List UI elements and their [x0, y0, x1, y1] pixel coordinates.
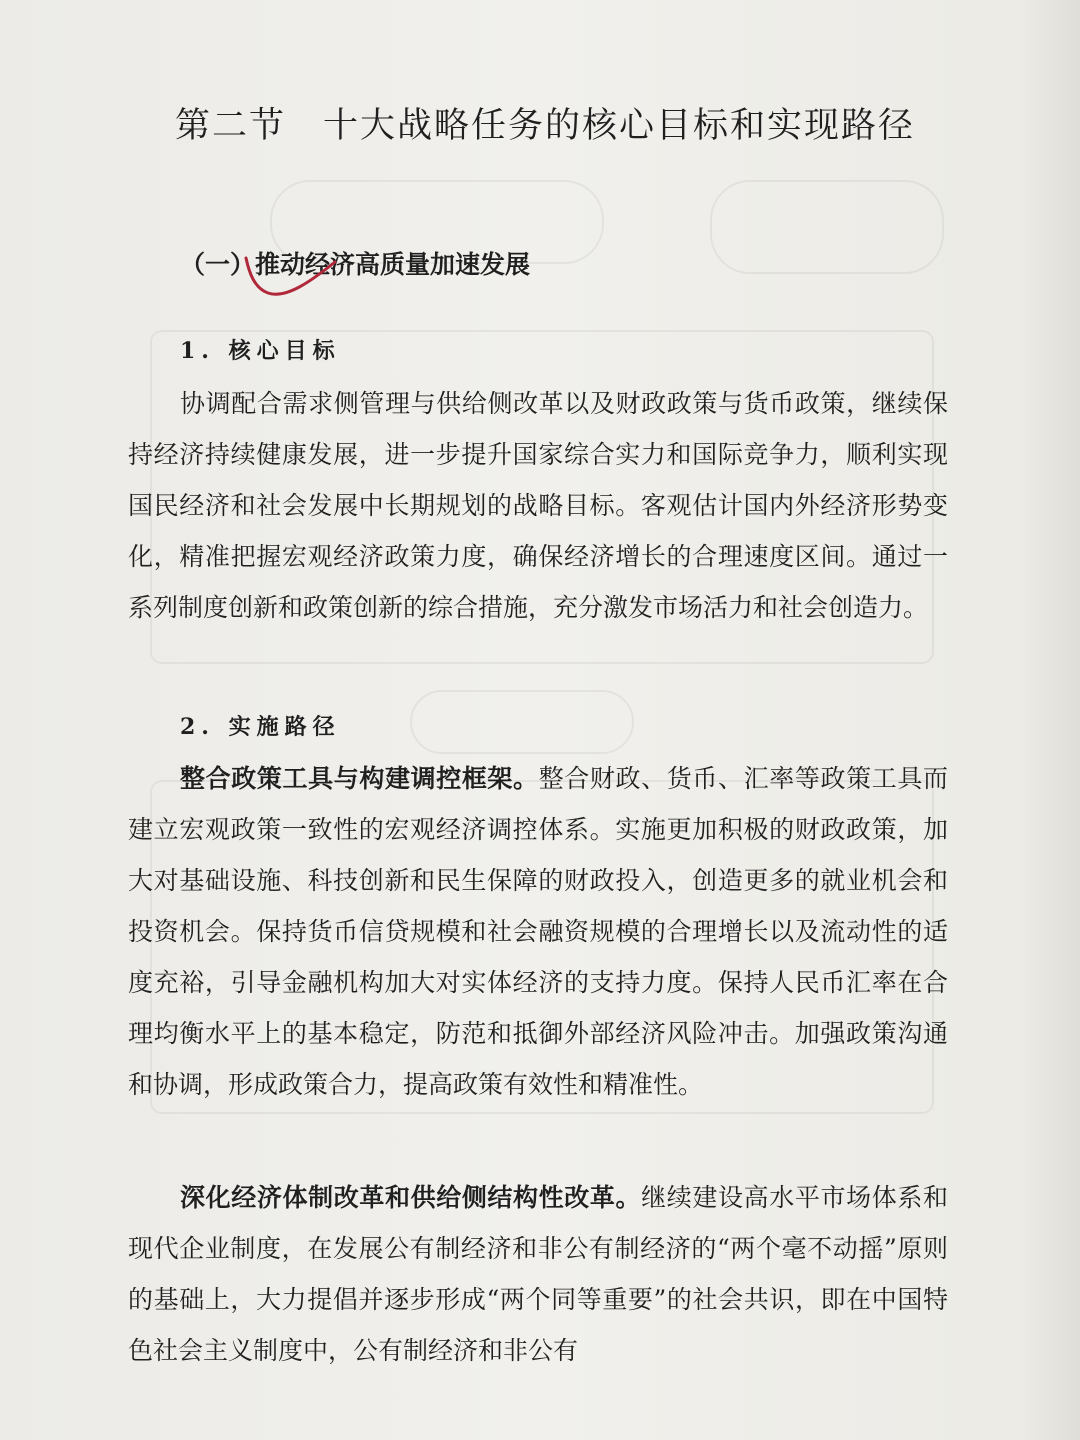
page-edge-shadow: [1020, 0, 1080, 1440]
implementation-path-heading: 2. 实施路径: [180, 714, 341, 740]
policy-tools-lead: 整合政策工具与构建调控框架。: [180, 764, 539, 793]
subsection-title: （一）推动经济高质量加速发展: [180, 250, 531, 279]
section-title: 第二节 十大战略任务的核心目标和实现路径: [175, 106, 916, 146]
core-goal-heading: 1. 核心目标: [180, 338, 341, 364]
pen-check-mark: [240, 250, 340, 305]
show-through-shape: [710, 180, 944, 274]
structural-reform-lead: 深化经济体制改革和供给侧结构性改革。: [180, 1183, 642, 1212]
policy-tools-paragraph: [128, 753, 948, 1110]
structural-reform-body: 继续建设高水平市场体系和现代企业制度，在发展公有制经济和非公有制经济的“两个毫不动摇”原则的基础上，大力提倡并逐步形成“两个同等重要”的社会共识，即在中国特色社会主义制度中，公有制经济和非公有: [128, 1183, 948, 1365]
policy-tools-body: 整合财政、货币、汇率等政策工具而建立宏观政策一致性的宏观经济调控体系。实施更加积极的财政政策，加大对基础设施、科技创新和民生保障的财政投入，创造更多的就业机会和投资机会。保持货币信贷规模和社会融资规模的合理增长以及流动性的适度充裕，引导金融机构加大对实体经济的支持力度。保持人民币汇率在合理均衡水平上的基本稳定，防范和抵御外部经济风险冲击。加强政策沟通和协调，形成政策合力，提高政策有效性和精准性。: [128, 764, 948, 1099]
show-through-shape: [410, 690, 634, 754]
core-goal-paragraph: 协调配合需求侧管理与供给侧改革以及财政政策与货币政策，继续保持经济持续健康发展，进一步提升国家综合实力和国际竞争力，顺利实现国民经济和社会发展中长期规划的战略目标。客观估计国内外经济形势变化，精准把握宏观经济政策力度，确保经济增长的合理速度区间。通过一系列制度创新和政策创新的综合措施，充分激发市场活力和社会创造力。: [128, 389, 948, 622]
structural-reform-paragraph: [128, 1172, 948, 1376]
